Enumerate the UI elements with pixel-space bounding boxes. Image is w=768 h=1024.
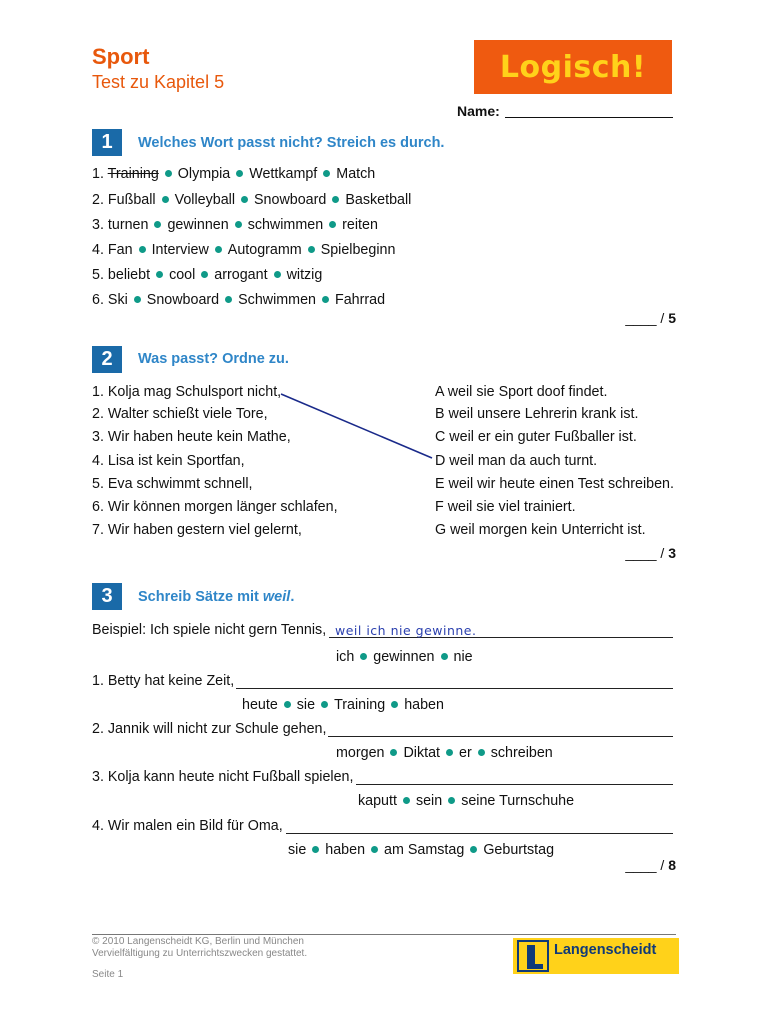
- footer-note: Vervielfältigung zu Unterrichtszwecken gestattet.: [92, 948, 308, 959]
- instruction-suffix: .: [290, 589, 295, 605]
- sentence-ending[interactable]: G weil morgen kein Unterricht ist.: [435, 522, 646, 538]
- word-option[interactable]: Fußball: [107, 192, 156, 208]
- sentence-start: 7. Wir haben gestern viel gelernt,: [92, 522, 302, 538]
- bullet-dot-icon: [390, 749, 397, 756]
- bullet-dot-icon: [403, 797, 410, 804]
- word-hints: [358, 793, 574, 809]
- bullet-dot-icon: [478, 749, 485, 756]
- word-hints: [242, 697, 444, 713]
- exercise-1-number: 1: [92, 129, 122, 156]
- sentence-prompt: 4. Wir malen ein Bild für Oma,: [92, 818, 283, 834]
- bullet-dot-icon: [391, 701, 398, 708]
- word-option[interactable]: haben: [404, 697, 444, 713]
- score-total: 3: [668, 545, 676, 561]
- score-total: 5: [668, 310, 676, 326]
- page-title: Sport: [92, 44, 150, 69]
- word-option[interactable]: sie: [296, 697, 316, 713]
- word-option[interactable]: turnen: [107, 217, 149, 233]
- answer-line[interactable]: [286, 833, 673, 834]
- answer-line[interactable]: [236, 688, 673, 689]
- bullet-dot-icon: [470, 846, 477, 853]
- bullet-dot-icon: [321, 701, 328, 708]
- word-option[interactable]: beliebt: [107, 267, 151, 283]
- name-label: Name:: [457, 103, 500, 119]
- word-option[interactable]: Wettkampf: [249, 166, 318, 182]
- word-option[interactable]: gewinnen: [373, 649, 435, 665]
- langenscheidt-l-icon: [517, 940, 549, 972]
- page-subtitle: Test zu Kapitel 5: [92, 72, 225, 92]
- bullet-dot-icon: [360, 653, 367, 660]
- word-option[interactable]: sie: [288, 842, 307, 858]
- word-option[interactable]: Training: [334, 697, 386, 713]
- footer-page: Seite 1: [92, 969, 124, 980]
- bullet-dot-icon: [312, 846, 319, 853]
- word-option[interactable]: seine Turnschuhe: [461, 793, 575, 809]
- word-option[interactable]: morgen: [336, 745, 385, 761]
- score-blank: ____ /: [625, 857, 665, 873]
- sentence-ending[interactable]: E weil wir heute einen Test schreiben.: [435, 476, 674, 492]
- sentence-prompt: 2. Jannik will nicht zur Schule gehen,: [92, 721, 327, 737]
- word-option[interactable]: heute: [242, 697, 278, 713]
- word-option[interactable]: Ski: [107, 292, 128, 308]
- word-hints: [288, 842, 554, 858]
- word-option[interactable]: Training: [107, 166, 159, 182]
- word-option[interactable]: arrogant: [214, 267, 268, 283]
- word-option[interactable]: Interview: [151, 242, 209, 258]
- bullet-dot-icon: [448, 797, 455, 804]
- sentence-ending[interactable]: C weil er ein guter Fußballer ist.: [435, 429, 637, 445]
- bullet-dot-icon: [371, 846, 378, 853]
- word-option[interactable]: Olympia: [177, 166, 231, 182]
- item-number: 6.: [92, 292, 104, 308]
- footer-copyright: © 2010 Langenscheidt KG, Berlin und München: [92, 936, 304, 947]
- exercise-3-instruction: [138, 589, 294, 605]
- word-option[interactable]: witzig: [286, 267, 323, 283]
- answer-line[interactable]: [356, 784, 673, 785]
- word-option[interactable]: haben: [325, 842, 366, 858]
- score-total: 8: [668, 857, 676, 873]
- word-option[interactable]: er: [459, 745, 472, 761]
- word-option[interactable]: kaputt: [358, 793, 397, 809]
- exercise-2-number: 2: [92, 346, 122, 373]
- item-number: 4.: [92, 242, 104, 258]
- word-option[interactable]: Spielbeginn: [320, 242, 396, 258]
- word-option[interactable]: Autogramm: [227, 242, 302, 258]
- footer-divider: [92, 934, 676, 935]
- sentence-prompt: 1. Betty hat keine Zeit,: [92, 673, 235, 689]
- bullet-dot-icon: [284, 701, 291, 708]
- word-hints: [336, 649, 473, 665]
- sentence-start: 6. Wir können morgen länger schlafen,: [92, 499, 338, 515]
- example-handwritten-answer: weil ich nie gewinne.: [335, 623, 477, 638]
- word-option[interactable]: Diktat: [403, 745, 441, 761]
- langenscheidt-logo-text: Langenscheidt: [554, 942, 657, 958]
- exercise-3-number: 3: [92, 583, 122, 610]
- exercise-1-instruction: Welches Wort passt nicht? Streich es durch.: [138, 135, 445, 151]
- example-prompt: Beispiel: Ich spiele nicht gern Tennis,: [92, 622, 327, 638]
- sentence-ending[interactable]: A weil sie Sport doof findet.: [435, 384, 608, 400]
- item-number: 5.: [92, 267, 104, 283]
- word-option[interactable]: Basketball: [345, 192, 412, 208]
- word-option[interactable]: Schwimmen: [238, 292, 316, 308]
- sentence-prompt: 3. Kolja kann heute nicht Fußball spielen,: [92, 769, 354, 785]
- word-option[interactable]: Match: [336, 166, 376, 182]
- word-option[interactable]: Snowboard: [146, 292, 220, 308]
- sentence-start: 2. Walter schießt viele Tore,: [92, 406, 268, 422]
- word-option[interactable]: ich: [336, 649, 355, 665]
- word-option[interactable]: cool: [169, 267, 196, 283]
- bullet-dot-icon: [446, 749, 453, 756]
- word-option[interactable]: am Samstag: [384, 842, 465, 858]
- sentence-ending[interactable]: D weil man da auch turnt.: [435, 453, 598, 469]
- sentence-start: 1. Kolja mag Schulsport nicht,: [92, 384, 282, 400]
- word-option[interactable]: Snowboard: [254, 192, 327, 208]
- word-option[interactable]: nie: [453, 649, 473, 665]
- word-option[interactable]: sein: [415, 793, 443, 809]
- exercise-2-instruction: Was passt? Ordne zu.: [138, 351, 289, 367]
- word-option[interactable]: Geburtstag: [483, 842, 555, 858]
- exercise-3-score: [625, 857, 676, 873]
- exercise-2-score: [625, 545, 676, 561]
- word-option[interactable]: gewinnen: [167, 217, 229, 233]
- item-number: 3.: [92, 217, 104, 233]
- word-option[interactable]: schwimmen: [247, 217, 324, 233]
- bullet-dot-icon: [441, 653, 448, 660]
- score-blank: ____ /: [625, 310, 665, 326]
- sentence-ending[interactable]: B weil unsere Lehrerin krank ist.: [435, 406, 639, 422]
- score-blank: ____ /: [625, 545, 665, 561]
- logisch-logo-text: Logisch!: [499, 49, 647, 85]
- item-number: 2.: [92, 192, 104, 208]
- match-line-1-to-D: [281, 394, 432, 458]
- sentence-start: 5. Eva schwimmt schnell,: [92, 476, 253, 492]
- word-option[interactable]: Fahrrad: [335, 292, 386, 308]
- sentence-ending[interactable]: F weil sie viel trainiert.: [435, 499, 576, 515]
- word-option[interactable]: Volleyball: [174, 192, 236, 208]
- word-hints: [336, 745, 553, 761]
- word-option[interactable]: schreiben: [490, 745, 553, 761]
- answer-line[interactable]: [328, 736, 673, 737]
- instruction-word: weil: [262, 589, 291, 605]
- item-number: 1.: [92, 166, 104, 182]
- instruction-prefix: Schreib Sätze mit: [138, 589, 263, 605]
- word-option[interactable]: reiten: [342, 217, 378, 233]
- sentence-start: 3. Wir haben heute kein Mathe,: [92, 429, 291, 445]
- word-option[interactable]: Fan: [107, 242, 133, 258]
- sentence-start: 4. Lisa ist kein Sportfan,: [92, 453, 245, 469]
